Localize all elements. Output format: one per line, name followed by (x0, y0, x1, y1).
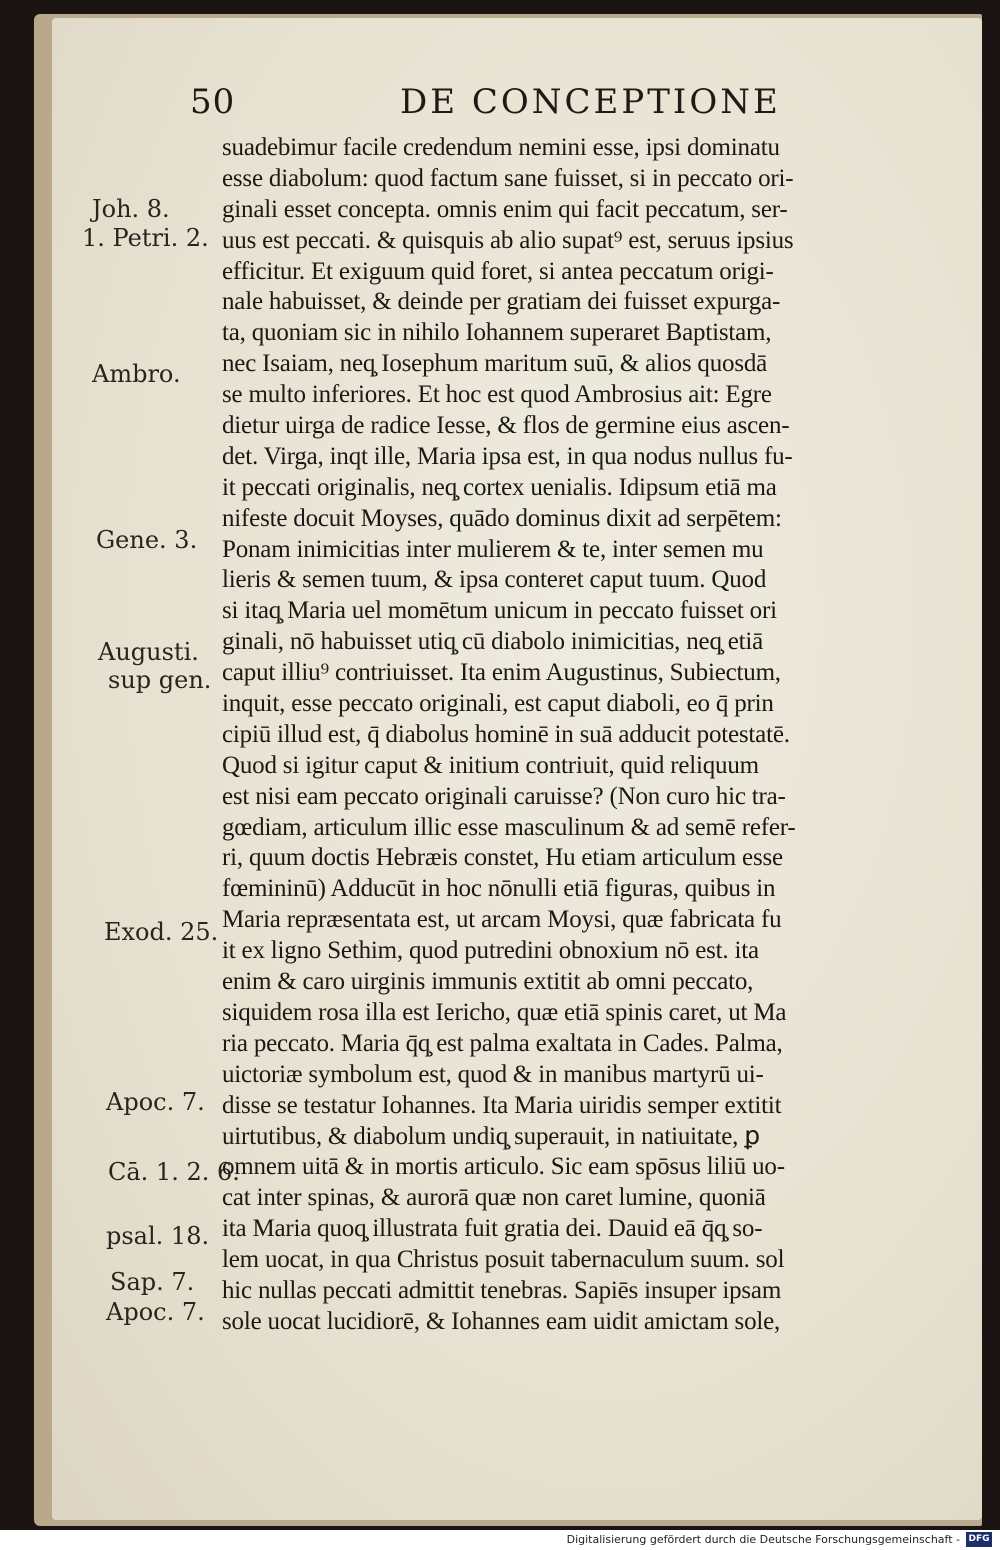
footer-bar (0, 1530, 1000, 1550)
text-line: cipiū illud est, q̄ diabolus hominē in suā adducit potestatē. (222, 720, 790, 748)
text-line: Ponam inimicitias inter mulierem & te, inter semen mu (222, 535, 764, 563)
text-line: nifeste docuit Moyses, quādo dominus dixit ad serpētem: (222, 504, 782, 532)
running-head: DE CONCEPTIONE (400, 82, 781, 122)
text-line: lem uocat, in qua Christus posuit tabernaculum suum. sol (222, 1246, 785, 1274)
text-line: it peccati originalis, neq̧ cortex uenialis. Idipsum etiā ma (222, 473, 777, 501)
page-header (0, 68, 1000, 128)
text-line: enim & caro uirginis immunis extitit ab omni peccato, (222, 968, 754, 996)
margin-note-cant: Cā. 1. 2. 6. (108, 1158, 240, 1186)
text-line: uirtutibus, & diabolum undiq̧ superauit, in natiuitate, ꝑ (222, 1122, 760, 1150)
text-line: nec Isaiam, neq̧ Iosephum maritum suū, & alios quosdā (222, 350, 768, 378)
margin-note-apoc-2: Apoc. 7. (106, 1298, 205, 1326)
text-line: Quod si igitur caput & initium contriuit, quid reliquum (222, 751, 759, 779)
margin-note-joh: Joh. 8. (92, 195, 170, 223)
text-line: efficitur. Et exiguum quid foret, si antea peccatum origi- (222, 257, 774, 285)
text-line: nale habuisset, & deinde per gratiam dei fuisset expurga- (222, 288, 781, 316)
text-line: ita Maria quoq̧ illustrata fuit gratia dei. Dauid eā q̄q̧ so- (222, 1215, 763, 1243)
text-line: suadebimur facile credendum nemini esse, ipsi dominatu (222, 134, 780, 161)
margin-note-psal: psal. 18. (106, 1222, 210, 1250)
text-line: omnem uitā & in mortis articulo. Sic eam spōsus liliū uo- (222, 1153, 785, 1181)
margin-note-apoc-1: Apoc. 7. (106, 1088, 205, 1116)
text-line: gœdiam, articulum illic esse masculinum & ad semē refer- (222, 813, 796, 841)
margin-note-sap: Sap. 7. (110, 1268, 195, 1296)
text-line: disse se testatur Iohannes. Ita Maria uiridis semper extitit (222, 1091, 782, 1119)
margin-note-sup-gen: sup gen. (108, 666, 212, 694)
text-line: uictoriæ symbolum est, quod & in manibus martyrū ui- (222, 1060, 764, 1088)
text-line: hic nullas peccati admittit tenebras. Sapiēs insuper ipsam (222, 1276, 782, 1304)
text-line: Maria repræsentata est, ut arcam Moysi, quæ fabricata fu (222, 906, 782, 934)
text-line: ta, quoniam sic in nihilo Iohannem superaret Baptistam, (222, 319, 772, 347)
margin-note-augusti: Augusti. (98, 638, 199, 666)
text-line: sole uocat lucidiorē, & Iohannes eam uidit amictam sole, (222, 1307, 781, 1335)
dfg-logo-icon: DFG (966, 1532, 992, 1547)
text-line: si itaq̧ Maria uel momētum unicum in peccato fuisset ori (222, 597, 777, 625)
margin-note-ambro: Ambro. (92, 360, 181, 388)
text-line: est nisi eam peccato originali caruisse? (Non curo hic tra- (222, 782, 786, 810)
text-line: it ex ligno Sethim, quod putredini obnoxium nō est. ita (222, 937, 759, 965)
text-line: ri, quum doctis Hebræis constet, Hu etiam articulum esse (222, 844, 783, 872)
page-number: 50 (190, 82, 236, 122)
text-line: ria peccato. Maria q̄q̧ est palma exaltata in Cades. Palma, (222, 1029, 783, 1057)
text-line: dietur uirga de radice Iesse, & flos de germine eius ascen- (222, 412, 790, 440)
text-line: se multo inferiores. Et hoc est quod Ambrosius ait: Egre (222, 381, 772, 409)
margin-note-petri: 1. Petri. 2. (82, 224, 209, 252)
text-line: esse diabolum: quod factum sane fuisset, si in peccato ori- (222, 164, 794, 192)
text-line: lieris & semen tuum, & ipsa conteret caput tuum. Quod (222, 566, 767, 594)
text-line: uus est peccati. & quisquis ab alio supat⁹ est, seruus ipsius (222, 226, 794, 254)
text-line: ginali esset concepta. omnis enim qui facit peccatum, ser- (222, 195, 788, 223)
funding-credit: Digitalisierung gefördert durch die Deutsche Forschungsgemeinschaft - (566, 1533, 960, 1546)
margin-note-exod: Exod. 25. (104, 918, 219, 946)
text-line: fœmininū) Adducūt in hoc nōnulli etiā figuras, quibus in (222, 875, 776, 903)
text-line: caput illiu⁹ contriuisset. Ita enim Augustinus, Subiectum, (222, 659, 781, 687)
text-line: inquit, esse peccato originali, est caput diaboli, eo q̄ prin (222, 690, 774, 718)
margin-note-gene: Gene. 3. (96, 526, 198, 554)
text-line: cat inter spinas, & aurorā quæ non caret lumine, quoniā (222, 1184, 766, 1212)
text-line: siquidem rosa illa est Iericho, quæ etiā spinis caret, ut Ma (222, 998, 787, 1026)
body-text (222, 133, 952, 1338)
text-line: det. Virga, inqt ille, Maria ipsa est, in qua nodus nullus fu- (222, 442, 793, 470)
text-line: ginali, nō habuisset utiq̧ cū diabolo inimicitias, neq̧ etiā (222, 628, 764, 656)
